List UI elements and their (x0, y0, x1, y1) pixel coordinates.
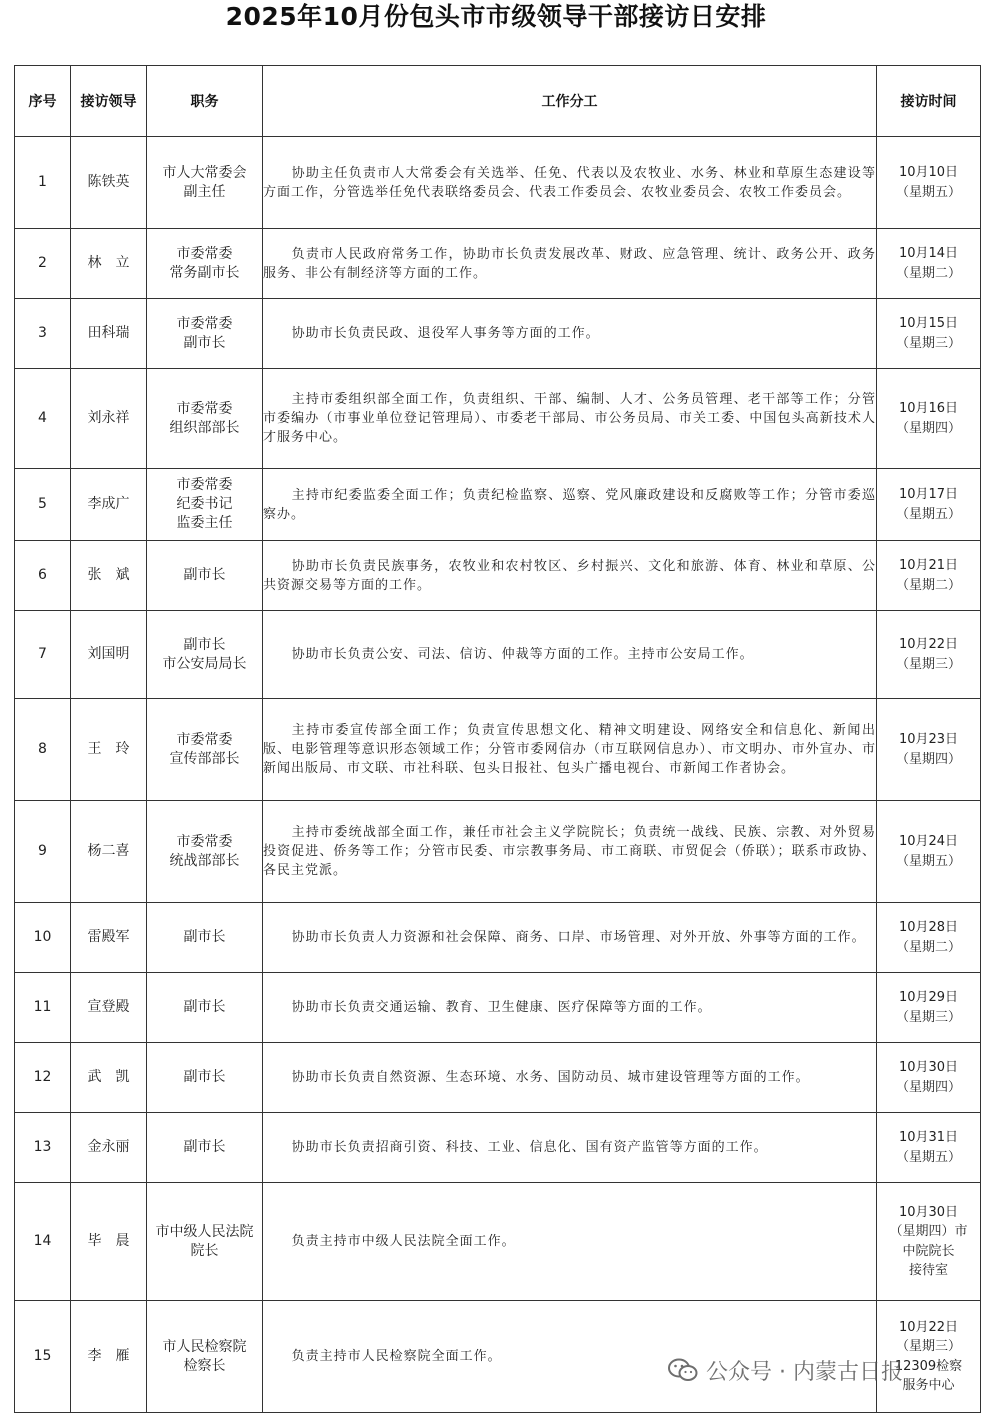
cell-leader-name: 毕 晨 (71, 1183, 147, 1301)
table-row (15, 699, 981, 801)
cell-position (147, 699, 263, 801)
time-line: 10月23日 (898, 732, 959, 747)
position-line: 市委常委 (176, 245, 233, 262)
time-line: （星期三） (895, 335, 961, 351)
time-line: （星期五） (895, 853, 961, 869)
table-row (15, 611, 981, 699)
cell-seq: 8 (15, 699, 71, 801)
time-line: 接待室 (908, 1263, 948, 1278)
cell-position (147, 1183, 263, 1301)
cell-duty (263, 1043, 877, 1113)
cell-seq: 2 (15, 229, 71, 299)
position-line: 市委常委 (176, 477, 233, 493)
position-line: 纪委书记 (176, 496, 233, 512)
position-line: 常务副市长 (169, 264, 240, 281)
time-line: （星期三） (895, 1009, 961, 1025)
position-line: 副市长 (183, 567, 226, 583)
duty-text: 协助市长负责民族事务，农牧业和农村牧区、乡村振兴、文化和旅游、体育、林业和草原、公共资源交易等方面的工作。 (263, 558, 876, 593)
header-row (15, 66, 981, 137)
position-line: 副主任 (183, 183, 226, 200)
table-row (15, 903, 981, 973)
cell-time (877, 369, 981, 469)
table-row (15, 801, 981, 903)
cell-leader-name: 刘永祥 (71, 369, 147, 469)
time-line: 12309检察 (894, 1358, 963, 1374)
table-row (15, 1043, 981, 1113)
cell-leader-name: 王 玲 (71, 699, 147, 801)
table-row (15, 469, 981, 541)
time-line: （星期二） (895, 265, 961, 281)
time-line: 服务中心 (902, 1378, 955, 1393)
time-line: （星期二） (895, 939, 961, 955)
cell-duty (263, 229, 877, 299)
position-line: 副市长 (183, 1069, 226, 1085)
position-line: 院长 (190, 1242, 219, 1259)
position-line: 市人民检察院 (162, 1338, 247, 1355)
cell-position (147, 469, 263, 541)
cell-time (877, 229, 981, 299)
cell-seq: 13 (15, 1113, 71, 1183)
header-duty: 工作分工 (263, 66, 877, 137)
position-line: 市委常委 (176, 731, 233, 748)
duty-text: 主持市委统战部全面工作，兼任市社会主义学院院长；负责统一战线、民族、宗教、对外贸易投资促进、侨务等工作；分管市民委、市宗教事务局、市工商联、市贸促会（侨联）；联系市政协、各民主党派。 (263, 825, 876, 878)
position-line: 组织部部长 (169, 419, 240, 436)
cell-leader-name: 张 斌 (71, 541, 147, 611)
time-line: 10月15日 (898, 316, 959, 331)
watermark (668, 1352, 968, 1388)
table-row (15, 1183, 981, 1301)
time-line: 10月22日 (898, 1319, 959, 1335)
time-line: 10月30日 (898, 1204, 959, 1220)
duty-text: 主持市委组织部全面工作，负责组织、干部、编制、人才、公务员管理、老干部等工作；分管市委编办（市事业单位登记管理局）、市委老干部局、市公务员局、市关工委、中国包头高新技术人才服务中心。 (263, 392, 876, 445)
cell-seq: 15 (15, 1301, 71, 1413)
cell-time (877, 1043, 981, 1113)
time-line: （星期五） (895, 1149, 961, 1165)
cell-seq: 11 (15, 973, 71, 1043)
position-line: 宣传部部长 (169, 750, 240, 767)
cell-time (877, 1113, 981, 1183)
position-line: 副市长 (183, 929, 226, 945)
cell-time (877, 541, 981, 611)
table-row (15, 973, 981, 1043)
cell-leader-name: 武 凯 (71, 1043, 147, 1113)
position-line: 市委常委 (176, 315, 233, 332)
cell-position (147, 299, 263, 369)
time-line: 10月10日 (898, 165, 959, 180)
duty-text: 协助市长负责人力资源和社会保障、商务、口岸、市场管理、对外开放、外事等方面的工作。 (291, 930, 866, 945)
cell-leader-name: 陈铁英 (71, 137, 147, 229)
header-seq: 序号 (15, 66, 71, 137)
cell-position (147, 137, 263, 229)
cell-time (877, 801, 981, 903)
time-line: 10月31日 (898, 1130, 959, 1145)
time-line: （星期二） (895, 577, 961, 593)
cell-duty (263, 1113, 877, 1183)
table-row (15, 229, 981, 299)
time-line: 10月28日 (898, 920, 959, 935)
cell-leader-name: 宣登殿 (71, 973, 147, 1043)
position-line: 检察长 (183, 1357, 226, 1374)
cell-leader-name: 李 雁 (71, 1301, 147, 1413)
cell-time (877, 1183, 981, 1301)
time-line: 10月30日 (898, 1060, 959, 1075)
cell-time (877, 137, 981, 229)
position-line: 市委常委 (176, 833, 233, 850)
table-row (15, 137, 981, 229)
cell-time (877, 299, 981, 369)
cell-duty (263, 369, 877, 469)
cell-position (147, 903, 263, 973)
cell-leader-name: 金永丽 (71, 1113, 147, 1183)
cell-position (147, 369, 263, 469)
position-line: 市公安局局长 (162, 655, 247, 672)
cell-duty (263, 699, 877, 801)
duty-text: 协助市长负责自然资源、生态环境、水务、国防动员、城市建设管理等方面的工作。 (291, 1070, 810, 1085)
cell-position (147, 973, 263, 1043)
duty-text: 负责主持市人民检察院全面工作。 (291, 1349, 502, 1364)
cell-leader-name: 雷殿军 (71, 903, 147, 973)
time-line: （星期四） (895, 1079, 961, 1095)
position-line: 统战部部长 (169, 852, 240, 869)
cell-duty (263, 801, 877, 903)
time-line: 10月29日 (898, 990, 959, 1005)
time-line: 10月14日 (898, 246, 959, 261)
position-line: 副市长 (183, 999, 226, 1015)
cell-seq: 3 (15, 299, 71, 369)
time-line: （星期三） (895, 1339, 961, 1354)
page-title: 2025年10月份包头市市级领导干部接访日安排 (225, 2, 767, 31)
table-row (15, 369, 981, 469)
time-line: （星期五） (895, 184, 961, 200)
cell-leader-name: 田科瑞 (71, 299, 147, 369)
cell-position (147, 1043, 263, 1113)
cell-seq: 9 (15, 801, 71, 903)
cell-position (147, 1113, 263, 1183)
cell-duty (263, 299, 877, 369)
cell-duty (263, 611, 877, 699)
position-line: 副市长 (183, 334, 226, 351)
time-line: （星期四） (895, 420, 961, 436)
duty-text: 协助市长负责招商引资、科技、工业、信息化、国有资产监管等方面的工作。 (291, 1140, 768, 1155)
cell-seq: 5 (15, 469, 71, 541)
cell-duty (263, 1183, 877, 1301)
cell-duty (263, 137, 877, 229)
cell-time (877, 469, 981, 541)
position-line: 市人大常委会 (162, 164, 247, 181)
table-row (15, 1113, 981, 1183)
time-line: （星期五） (895, 506, 961, 522)
time-line: 中院院长 (902, 1243, 955, 1259)
position-line: 副市长 (183, 636, 226, 653)
cell-duty (263, 903, 877, 973)
table-row (15, 541, 981, 611)
cell-seq: 10 (15, 903, 71, 973)
time-line: 10月17日 (898, 487, 959, 502)
time-line: 10月22日 (898, 637, 959, 652)
cell-seq: 1 (15, 137, 71, 229)
duty-text: 负责市人民政府常务工作，协助市长负责发展改革、财政、应急管理、统计、政务公开、政务服务、非公有制经济等方面的工作。 (263, 246, 876, 281)
time-line: 10月24日 (898, 834, 959, 849)
cell-duty (263, 469, 877, 541)
cell-position (147, 229, 263, 299)
cell-seq: 14 (15, 1183, 71, 1301)
time-line: （星期三） (895, 656, 961, 672)
cell-leader-name: 杨二喜 (71, 801, 147, 903)
duty-text: 主持市纪委监委全面工作；负责纪检监察、巡察、党风廉政建设和反腐败等工作；分管市委巡察办。 (263, 487, 876, 522)
cell-seq: 4 (15, 369, 71, 469)
cell-leader-name: 李成广 (71, 469, 147, 541)
cell-seq: 12 (15, 1043, 71, 1113)
position-line: 市委常委 (176, 400, 233, 417)
duty-text: 协助市长负责公安、司法、信访、仲裁等方面的工作。主持市公安局工作。 (291, 647, 754, 662)
cell-position (147, 1301, 263, 1413)
watermark-text: 公众号 · 内蒙古日报 (706, 1359, 903, 1385)
time-line: 10月16日 (898, 401, 959, 416)
header-leader: 接访领导 (71, 66, 147, 137)
cell-position (147, 541, 263, 611)
cell-position (147, 801, 263, 903)
position-line: 副市长 (183, 1139, 226, 1155)
cell-position (147, 611, 263, 699)
duty-text: 协助主任负责市人大常委会有关选举、任免、代表以及农牧业、水务、林业和草原生态建设等方面工作，分管选举任免代表联络委员会、代表工作委员会、农牧业委员会、农牧工作委员会。 (263, 165, 876, 200)
cell-duty (263, 973, 877, 1043)
duty-text: 主持市委宣传部全面工作；负责宣传思想文化、精神文明建设、网络安全和信息化、新闻出版、电影管理等意识形态领域工作；分管市委网信办（市互联网信息办）、市文明办、市外宣办、市新闻出版局、市文联、市社科联、包头日报社、包头广播电视台、市新闻工作者协会。 (263, 723, 876, 776)
header-time: 接访时间 (877, 66, 981, 137)
header-position: 职务 (147, 66, 263, 137)
schedule-body (15, 137, 981, 1413)
cell-time (877, 973, 981, 1043)
cell-duty (263, 541, 877, 611)
duty-text: 协助市长负责民政、退役军人事务等方面的工作。 (291, 326, 600, 341)
cell-time (877, 903, 981, 973)
cell-leader-name: 刘国明 (71, 611, 147, 699)
duty-text: 负责主持市中级人民法院全面工作。 (291, 1234, 516, 1249)
cell-seq: 6 (15, 541, 71, 611)
position-line: 监委主任 (176, 515, 233, 531)
wechat-icon (668, 1358, 698, 1382)
table-row (15, 299, 981, 369)
duty-text: 协助市长负责交通运输、教育、卫生健康、医疗保障等方面的工作。 (291, 1000, 712, 1015)
cell-seq: 7 (15, 611, 71, 699)
time-line: （星期四） (895, 751, 961, 767)
schedule-table (14, 65, 981, 1413)
time-line: （星期四）市 (889, 1224, 968, 1239)
cell-leader-name: 林 立 (71, 229, 147, 299)
position-line: 市中级人民法院 (155, 1223, 254, 1240)
cell-time (877, 699, 981, 801)
time-line: 10月21日 (898, 558, 959, 573)
cell-time (877, 611, 981, 699)
